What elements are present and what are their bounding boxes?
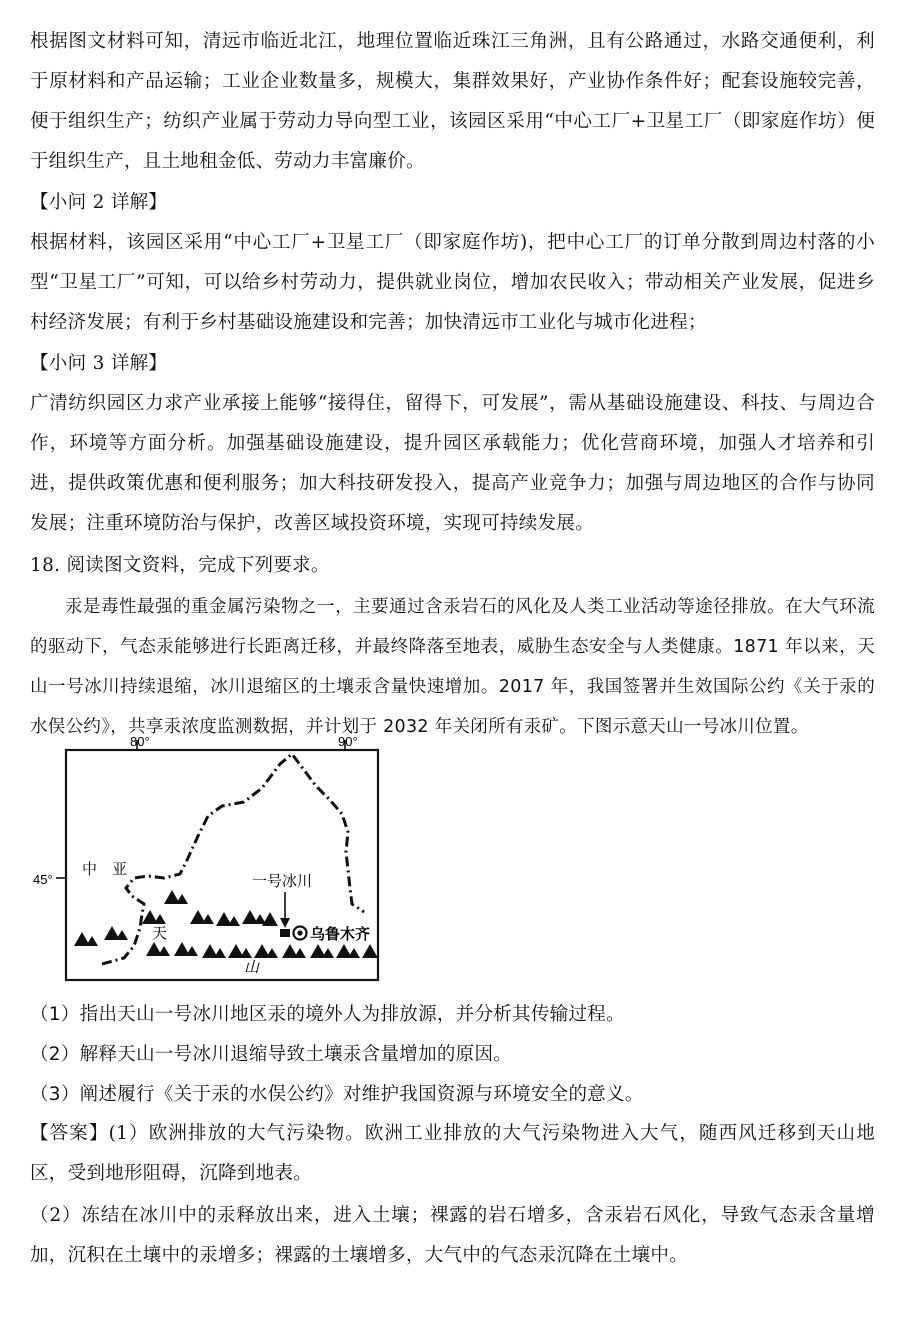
answer-paragraph-q3: 广清纺织园区力求产业承接上能够“接得住，留得下，可发展”，需从基础设施建设、科技、与周边合作，环境等方面分析。加强基础设施建设，提升园区承载能力；优化营商环境，加强人才培养和引进，提供政策优惠和便利服务；加大科技研发投入，提高产业竞争力；加强与周边地区的合作与协同发展；注重环境防治与保护，改善区域投资环境，实现可持续发展。 [30, 393, 875, 534]
answer-1: 【答案】(1）欧洲排放的大气污染物。欧洲工业排放的大气污染物进入大气，随西风迁移到天山地区，受到地形阻碍，沉降到地表。 [30, 1123, 875, 1184]
label-shan: 山 [244, 958, 260, 976]
material-text-block [30, 587, 875, 747]
glacier-marker [280, 929, 290, 937]
subquestion-1: （1）指出天山一号冰川地区汞的境外人为排放源，并分析其传输过程。 [30, 1004, 625, 1025]
label-tian: 天 [152, 924, 168, 942]
question-18-stem: 18. 阅读图文资料，完成下列要求。 [30, 555, 330, 576]
answer-2: （2）冻结在冰川中的汞释放出来，进入土壤；裸露的岩石增多，含汞岩石风化，导致气态汞含量增加，沉积在土壤中的汞增多；裸露的土壤增多，大气中的气态汞沉降在土壤中。 [30, 1205, 875, 1266]
subquestion-2: （2）解释天山一号冰川退缩导致土壤汞含量增加的原因。 [30, 1044, 513, 1065]
urumqi-city-dot [297, 930, 302, 935]
label-lon-80: 80° [130, 734, 150, 749]
label-glacier: 一号冰川 [252, 872, 313, 890]
subquestion-3: （3）阐述履行《关于汞的水俣公约》对维护我国资源与环境安全的意义。 [30, 1084, 644, 1105]
label-central-asia: 中 亚 [82, 860, 128, 878]
answer-paragraph-q2: 根据材料，该园区采用“中心工厂+卫星工厂（即家庭作坊)，把中心工厂的订单分散到周边村落的小型“卫星工厂”可知，可以给乡村劳动力，提供就业岗位，增加农民收入；带动相关产业发展，促进乡村经济发展；有利于乡村基础设施建设和完善；加快清远市工业化与城市化进程； [30, 232, 875, 333]
heading-subquestion-3: 【小问 3 详解】 [30, 353, 168, 374]
tianshan-mountains [74, 890, 378, 958]
label-urumqi: 乌鲁木齐 [310, 925, 371, 943]
glacier-location-map [30, 728, 400, 993]
glacier-arrow-head [280, 918, 290, 928]
answer-paragraph-q1: 根据图文材料可知，清远市临近北江，地理位置临近珠江三角洲，且有公路通过，水路交通便利，利于原材料和产品运输；工业企业数量多，规模大，集群效果好，产业协作条件好；配套设施较完善，便于组织生产；纺织产业属于劳动力导向型工业，该园区采用“中心工厂+卫星工厂（即家庭作坊）便于组织生产，且土地租金低、劳动力丰富廉价。 [30, 31, 875, 172]
heading-subquestion-2: 【小问 2 详解】 [30, 192, 168, 213]
label-lon-90: 90° [338, 734, 358, 749]
label-lat-45: 45° [33, 872, 53, 887]
map-svg [30, 728, 400, 993]
material-paragraph: 汞是毒性最强的重金属污染物之一，主要通过含汞岩石的风化及人类工业活动等途径排放。在大气环流的驱动下，气态汞能够进行长距离迁移，并最终降落至地表，威胁生态安全与人类健康。1871 年以来，天山一号冰川持续退缩，冰川退缩区的土壤汞含量快速增加。2017 年，我国签署并生效国际公约《关于汞的水俣公约》，共享汞浓度监测数据，并计划于 2032 年关闭所有汞矿。下图示意天山一号冰川位置。 [30, 597, 875, 737]
